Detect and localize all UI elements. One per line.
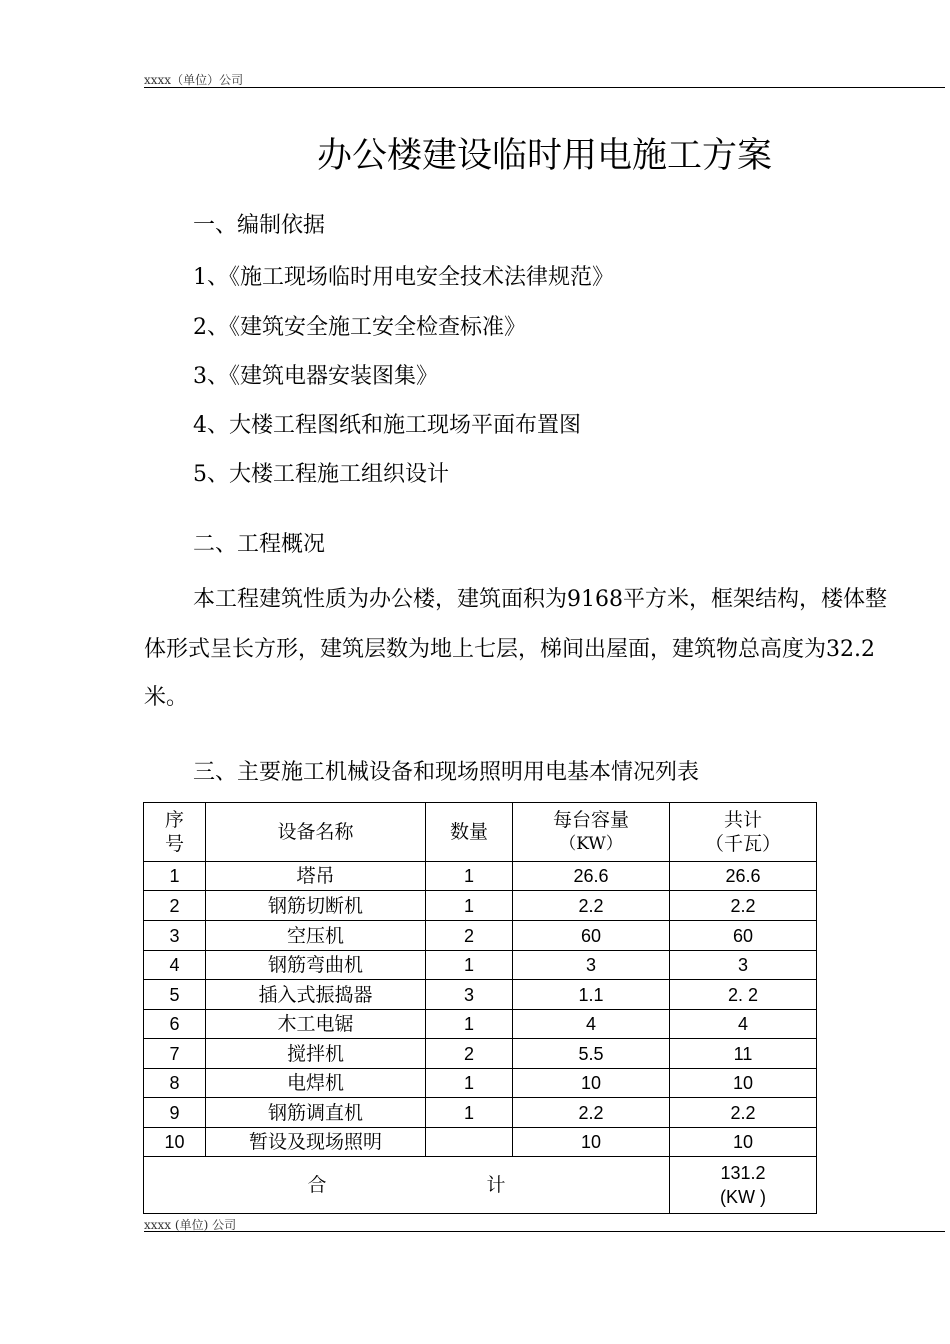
footer-rule: [144, 1231, 945, 1232]
reference-item-1: 1、《施工现场临时用电安全技术法律规范》: [193, 265, 614, 290]
cell-total: 10: [670, 1069, 817, 1098]
cell-total: 11: [670, 1039, 817, 1069]
cell-seq: 10: [144, 1128, 206, 1157]
cell-capacity: 60: [513, 921, 670, 951]
section1-heading: 一、编制依据: [193, 213, 326, 238]
cell-total: 2.2: [670, 891, 817, 921]
cell-total: 10: [670, 1128, 817, 1157]
header-name: 设备名称: [206, 803, 426, 862]
cell-qty: 1: [426, 1098, 513, 1128]
table-header-row: [144, 803, 817, 862]
overview-line-2: 体形式呈长方形，建筑层数为地上七层，梯间出屋面，建筑物总高度为32.2: [144, 637, 875, 662]
cell-seq: 3: [144, 921, 206, 951]
table-row: [144, 980, 817, 1010]
header-seq: [144, 803, 206, 862]
total-value: 131.2: [720, 1163, 766, 1183]
cell-name: 塔吊: [206, 862, 426, 891]
total-unit: (KW ): [720, 1187, 766, 1207]
cell-qty: 1: [426, 951, 513, 980]
table-row: [144, 891, 817, 921]
cell-qty: 2: [426, 921, 513, 951]
table-row: [144, 862, 817, 891]
section2-heading: 二、工程概况: [193, 532, 326, 557]
total-label-left: 合: [307, 1174, 327, 1196]
header-qty: 数量: [426, 803, 513, 862]
header-total-line1: 共计: [723, 809, 762, 831]
cell-name: 钢筋弯曲机: [206, 951, 426, 980]
cell-qty: 1: [426, 1069, 513, 1098]
cell-capacity: 5.5: [513, 1039, 670, 1069]
overview-line-3: 米。: [144, 685, 189, 710]
reference-item-3: 3、《建筑电器安装图集》: [193, 364, 438, 389]
total-value-cell: [670, 1157, 817, 1214]
cell-capacity: 1.1: [513, 980, 670, 1010]
header-total-line2: （千瓦）: [704, 833, 781, 855]
header-seq-line1: 序: [164, 809, 184, 831]
overview-line-1: 本工程建筑性质为办公楼，建筑面积为9168平方米，框架结构，楼体整: [193, 587, 887, 612]
cell-qty: [426, 1128, 513, 1157]
cell-seq: 9: [144, 1098, 206, 1128]
cell-qty: 3: [426, 980, 513, 1010]
table-row: [144, 1098, 817, 1128]
cell-name: 钢筋切断机: [206, 891, 426, 921]
cell-name: 电焊机: [206, 1069, 426, 1098]
equipment-table: [143, 802, 817, 1214]
header-rule: [144, 87, 945, 88]
cell-seq: 6: [144, 1010, 206, 1039]
cell-seq: 7: [144, 1039, 206, 1069]
cell-seq: 5: [144, 980, 206, 1010]
table-row: [144, 1069, 817, 1098]
cell-capacity: 2.2: [513, 891, 670, 921]
page-header-company: xxxx（单位）公司: [144, 73, 244, 87]
cell-total: 26.6: [670, 862, 817, 891]
cell-seq: 1: [144, 862, 206, 891]
cell-qty: 2: [426, 1039, 513, 1069]
total-label: [144, 1157, 670, 1214]
cell-total: 4: [670, 1010, 817, 1039]
cell-qty: 1: [426, 862, 513, 891]
cell-qty: 1: [426, 1010, 513, 1039]
table-row: [144, 1039, 817, 1069]
document-title: 办公楼建设临时用电施工方案: [316, 136, 772, 176]
section3-heading: 三、主要施工机械设备和现场照明用电基本情况列表: [193, 760, 700, 785]
cell-total: 60: [670, 921, 817, 951]
cell-seq: 4: [144, 951, 206, 980]
cell-seq: 8: [144, 1069, 206, 1098]
cell-name: 钢筋调直机: [206, 1098, 426, 1128]
cell-total: 2.2: [670, 1098, 817, 1128]
page-footer-company: xxxx (单位) 公司: [144, 1218, 237, 1232]
cell-capacity: 26.6: [513, 862, 670, 891]
cell-name: 木工电锯: [206, 1010, 426, 1039]
cell-capacity: 10: [513, 1069, 670, 1098]
total-label-right: 计: [486, 1174, 506, 1196]
cell-name: 插入式振捣器: [206, 980, 426, 1010]
cell-capacity: 3: [513, 951, 670, 980]
cell-capacity: 10: [513, 1128, 670, 1157]
cell-qty: 1: [426, 891, 513, 921]
cell-total: 2. 2: [670, 980, 817, 1010]
reference-item-4: 4、大楼工程图纸和施工现场平面布置图: [193, 413, 581, 438]
reference-item-2: 2、《建筑安全施工安全检查标准》: [193, 315, 526, 340]
table-total-row: [144, 1157, 817, 1214]
cell-total: 3: [670, 951, 817, 980]
table-row: [144, 1128, 817, 1157]
reference-item-5: 5、大楼工程施工组织设计: [193, 462, 449, 487]
table-row: [144, 951, 817, 980]
header-seq-line2: 号: [164, 833, 184, 855]
header-capacity-line2: （KW）: [559, 834, 623, 854]
table-row: [144, 1010, 817, 1039]
cell-name: 搅拌机: [206, 1039, 426, 1069]
table-row: [144, 921, 817, 951]
header-total: [670, 803, 817, 862]
header-capacity: [513, 803, 670, 862]
cell-name: 暂设及现场照明: [206, 1128, 426, 1157]
cell-capacity: 2.2: [513, 1098, 670, 1128]
header-capacity-line1: 每台容量: [552, 809, 629, 831]
cell-seq: 2: [144, 891, 206, 921]
cell-name: 空压机: [206, 921, 426, 951]
cell-capacity: 4: [513, 1010, 670, 1039]
